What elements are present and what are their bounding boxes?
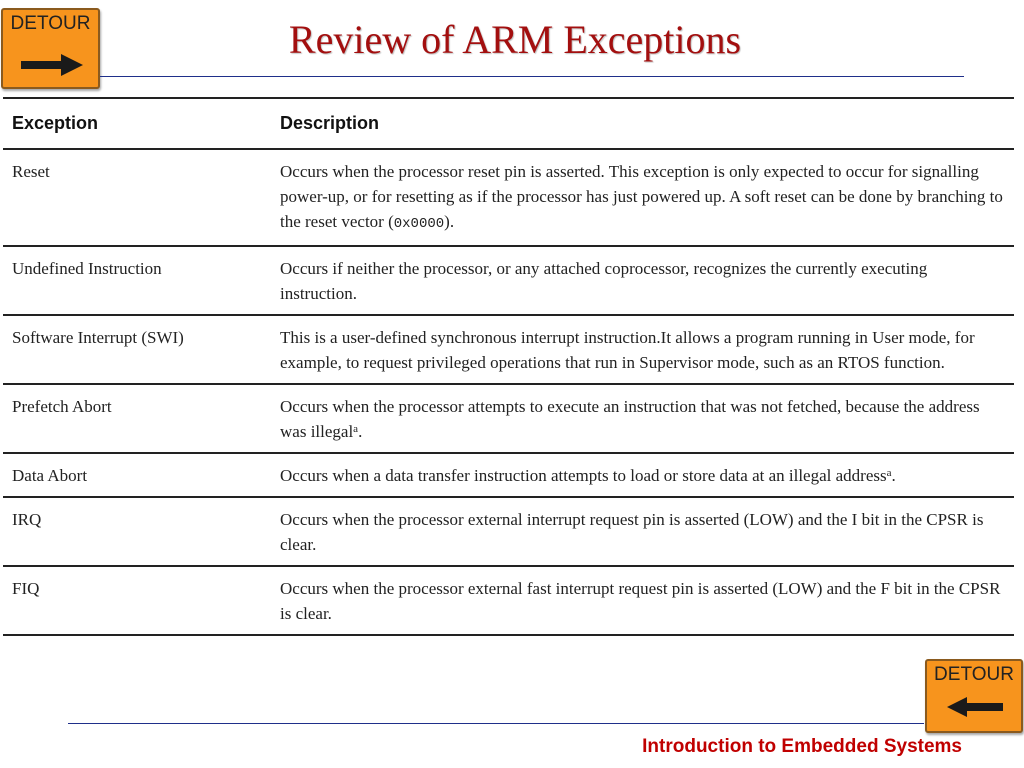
detour-sign-text: DETOUR: [10, 13, 91, 34]
exception-description: Occurs if neither the processor, or any attached coprocessor, recognizes the currently executing instruction.: [280, 259, 928, 303]
page-title: Review of ARM Exceptions: [288, 17, 742, 62]
exception-name: Undefined Instruction: [12, 259, 162, 278]
footer-divider: [68, 723, 924, 724]
table-row: [3, 384, 1014, 453]
footnote-marker: a: [353, 423, 359, 435]
reset-vector-address: 0x0000: [393, 216, 445, 232]
title-divider: [100, 76, 964, 77]
table-row: [3, 315, 1014, 384]
exception-name: Data Abort: [12, 466, 88, 485]
exception-name: Software Interrupt (SWI): [12, 328, 184, 347]
table-header-row: [3, 98, 1014, 149]
exception-name: FIQ: [12, 579, 40, 598]
table-row: [3, 453, 1014, 497]
exception-name: Prefetch Abort: [12, 397, 112, 416]
table-row: [3, 246, 1014, 315]
table-row: [3, 149, 1014, 246]
detour-sign-bottom: [925, 659, 1023, 733]
footer-text: Introduction to Embedded Systems: [642, 736, 962, 757]
left-arrow-icon: [947, 697, 1003, 717]
column-header-exception: Exception: [12, 113, 99, 133]
detour-sign-top: [1, 8, 100, 89]
exception-name: Reset: [12, 162, 50, 181]
exception-description: Occurs when the processor external fast interrupt request pin is asserted (LOW) and the F bit in the CPSR is clear.: [280, 579, 1001, 623]
footnote-marker: a: [886, 467, 892, 479]
exception-description: Occurs when the processor attempts to execute an instruction that was not fetched, because the address was illegal$^a$.: [280, 397, 980, 441]
detour-sign-text: DETOUR: [934, 664, 1014, 685]
table-row: [3, 497, 1014, 566]
exception-description: This is a user-defined synchronous interrupt instruction.It allows a program running in User mode, for example, to request privileged operations that run in Supervisor mode, such as an RTOS function.: [280, 328, 975, 372]
exception-description: Occurs when a data transfer instruction attempts to load or store data at an illegal address$^a$.: [280, 466, 896, 485]
exception-description: Occurs when the processor external interrupt request pin is asserted (LOW) and the I bit in the CPSR is clear.: [280, 510, 984, 554]
right-arrow-icon: [21, 54, 83, 76]
exceptions-table: [3, 97, 1014, 636]
column-header-description: Description: [280, 113, 380, 133]
exception-name: IRQ: [12, 510, 42, 529]
exception-description: Occurs when the processor reset pin is asserted. This exception is only expected to occur for signalling power-up, or for resetting as if the processor has just powered up. A soft reset can be done by branching to the reset vector (0x0000).: [280, 162, 1003, 232]
table-row: [3, 566, 1014, 635]
